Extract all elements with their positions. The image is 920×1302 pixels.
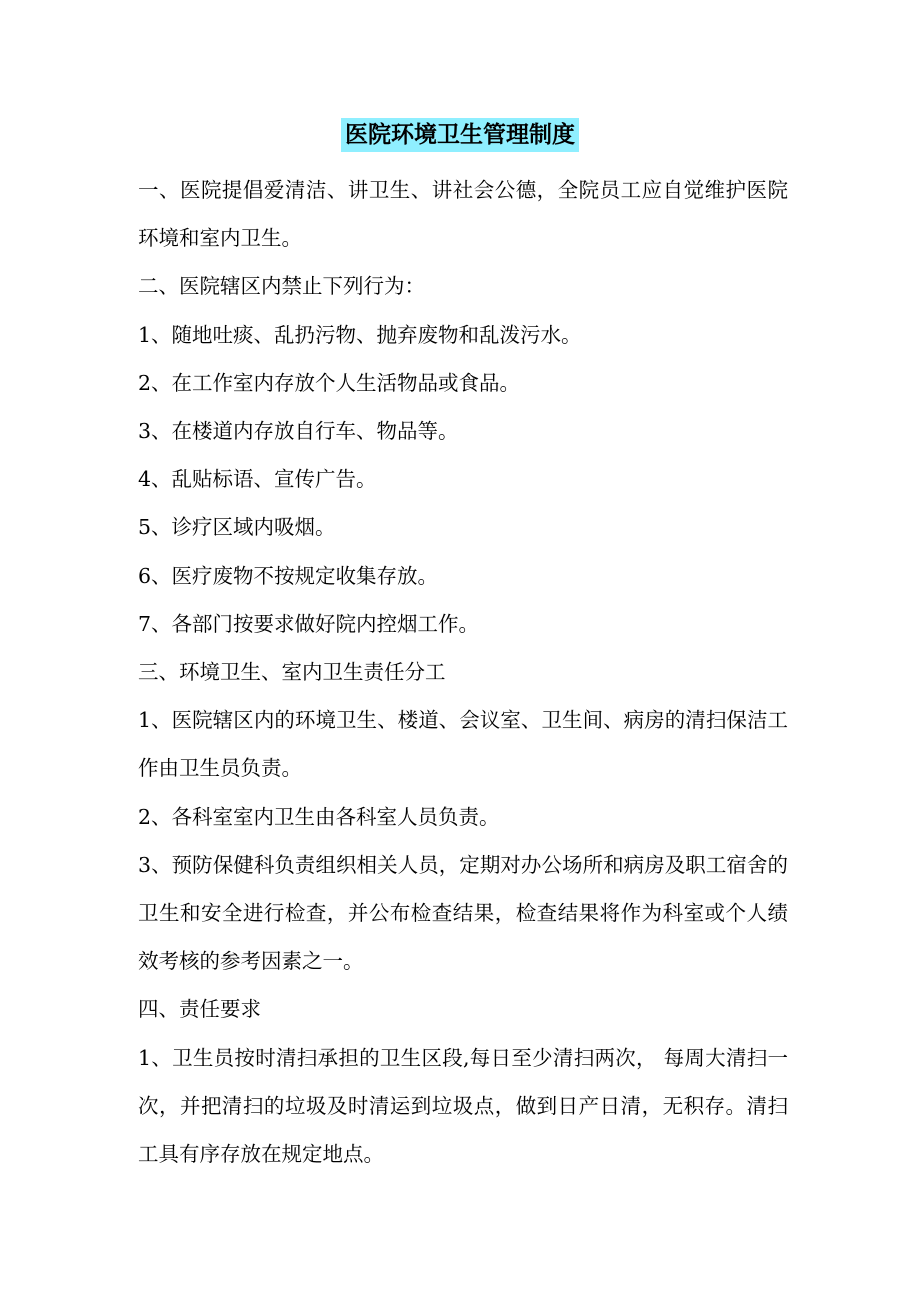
paragraph-7: 5、诊疗区域内吸烟。 [138, 515, 336, 540]
document-title: 医院环境卫生管理制度 [341, 118, 579, 152]
paragraph-12: 2、各科室室内卫生由各科室人员负责。 [138, 804, 500, 829]
document-body [138, 166, 788, 1178]
paragraph-1: 一、医院提倡爱清洁、讲卫生、讲社会公德，全院员工应自觉维护医院环境和室内卫生。 [138, 178, 788, 251]
paragraph-9: 7、各部门按要求做好院内控烟工作。 [138, 611, 480, 636]
paragraph-14: 四、责任要求 [138, 997, 261, 1022]
paragraph-4: 2、在工作室内存放个人生活物品或食品。 [138, 370, 521, 395]
paragraph-11: 1、医院辖区内的环境卫生、楼道、会议室、卫生间、病房的清扫保洁工作由卫生员负责。 [138, 708, 788, 781]
paragraph-6: 4、乱贴标语、宣传广告。 [138, 467, 377, 492]
title-container [0, 118, 920, 152]
paragraph-13: 3、预防保健科负责组织相关人员，定期对办公场所和病房及职工宿舍的卫生和安全进行检查，并公布检查结果，检查结果将作为科室或个人绩效考核的参考因素之一。 [138, 852, 788, 974]
paragraph-5: 3、在楼道内存放自行车、物品等。 [138, 419, 459, 444]
paragraph-10: 三、环境卫生、室内卫生责任分工 [138, 660, 446, 685]
paragraph-2: 二、医院辖区内禁止下列行为： [138, 274, 425, 299]
paragraph-8: 6、医疗废物不按规定收集存放。 [138, 563, 439, 588]
paragraph-15: 1、卫生员按时清扫承担的卫生区段,每日至少清扫两次， 每周大清扫一次，并把清扫的垃圾及时清运到垃圾点，做到日产日清，无积存。清扫工具有序存放在规定地点。 [138, 1045, 788, 1167]
paragraph-3: 1、随地吐痰、乱扔污物、抛弃废物和乱泼污水。 [138, 322, 582, 347]
